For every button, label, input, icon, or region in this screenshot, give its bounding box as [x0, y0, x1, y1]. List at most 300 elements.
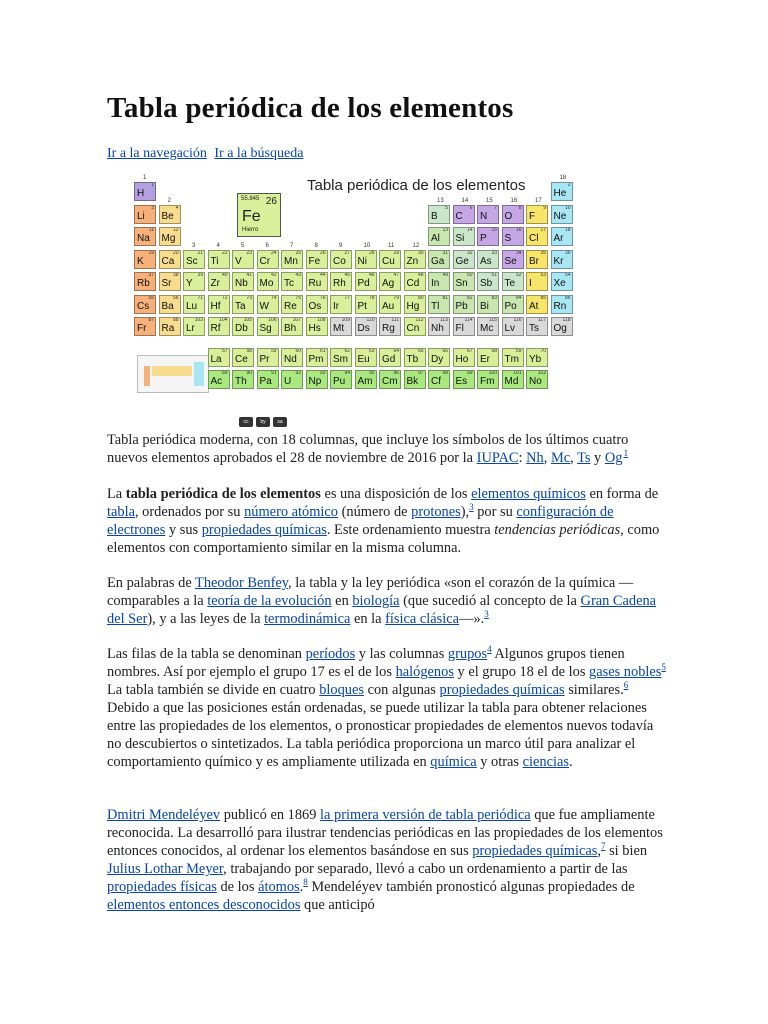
element-number: 37 — [148, 272, 154, 278]
element-cell-rg — [379, 317, 401, 336]
element-cell-nd — [281, 348, 303, 367]
element-cell-pr — [257, 348, 279, 367]
link-quimica[interactable]: química — [430, 754, 477, 770]
element-symbol: Tc — [284, 278, 294, 289]
element-cell-ca — [159, 250, 181, 269]
element-cell-ru — [306, 272, 328, 291]
element-symbol: He — [553, 188, 567, 199]
element-cell-si — [453, 227, 475, 246]
element-number: 79 — [393, 294, 399, 301]
element-number: 100 — [488, 370, 497, 376]
element-cell-no — [526, 370, 548, 389]
element-number: 86 — [564, 294, 571, 301]
link-fisica-clasica[interactable]: física clásica — [385, 611, 460, 627]
group-number-label: 15 — [486, 197, 493, 204]
element-cell-ce — [232, 348, 254, 367]
element-number: 76 — [319, 294, 326, 301]
element-symbol: Cn — [406, 323, 420, 334]
link-propiedades-quimicas[interactable]: propiedades químicas — [472, 843, 598, 859]
element-symbol: Sb — [480, 278, 493, 289]
element-number: 17 — [540, 227, 546, 233]
reference-link[interactable]: 1 — [623, 448, 629, 459]
element-symbol: In — [431, 278, 440, 289]
element-symbol: Nb — [235, 278, 248, 289]
group-number-label: 8 — [314, 242, 318, 249]
element-cell-hg — [404, 295, 426, 314]
element-cell-dy — [428, 348, 450, 367]
link-og[interactable]: Og — [604, 450, 623, 466]
element-cell-cm — [379, 370, 401, 389]
element-number: 90 — [246, 370, 252, 376]
link-mc[interactable]: Mc — [550, 450, 571, 466]
element-cell-ti — [208, 250, 230, 269]
element-number: 77 — [344, 294, 350, 301]
element-cell-ne — [551, 205, 573, 224]
key-symbol: Fe — [242, 208, 261, 225]
reference-link[interactable]: 3 — [469, 502, 474, 513]
element-number: 28 — [368, 249, 375, 256]
link-biologia[interactable]: biología — [352, 593, 400, 609]
element-number: 88 — [172, 317, 179, 323]
element-number: 65 — [417, 347, 424, 354]
element-number: 55 — [148, 294, 154, 301]
element-cell-am — [355, 370, 377, 389]
element-symbol: Og — [553, 323, 567, 334]
element-cell-sb — [477, 272, 499, 291]
element-symbol: Se — [504, 255, 517, 267]
element-cell-nb — [232, 272, 254, 291]
link-tabla[interactable]: tabla — [107, 504, 135, 520]
element-symbol: Gd — [382, 353, 396, 365]
element-number: 83 — [491, 294, 497, 301]
element-number: 53 — [540, 272, 546, 278]
skip-to-search-link[interactable]: Ir a la búsqueda — [214, 146, 304, 161]
element-number: 97 — [417, 370, 424, 376]
element-symbol: Hs — [308, 323, 321, 334]
element-cell-al — [428, 227, 450, 246]
group-number-label: 1 — [143, 175, 147, 181]
element-number: 114 — [464, 317, 473, 323]
element-cell-cu — [379, 250, 401, 269]
element-number: 61 — [319, 347, 326, 354]
element-symbol: Mg — [161, 233, 176, 244]
link-teoria-evolucion[interactable]: teoría de la evolución — [207, 593, 332, 609]
element-cell-au — [379, 295, 401, 314]
element-symbol: Th — [235, 376, 247, 387]
element-symbol: Au — [382, 300, 395, 312]
group-number-label: 5 — [241, 242, 245, 249]
cc-sa-icon: sa — [273, 417, 287, 427]
element-number: 70 — [540, 347, 546, 354]
element-number: 60 — [295, 347, 301, 354]
element-symbol: Rh — [333, 278, 346, 289]
link-propiedades-quimicas[interactable]: propiedades químicas — [201, 522, 327, 538]
element-symbol: Hg — [406, 300, 420, 312]
element-symbol: Kr — [553, 255, 564, 267]
element-number: 58 — [246, 347, 252, 354]
link-elementos-quimicos[interactable]: elementos químicos — [471, 486, 586, 502]
element-number: 69 — [515, 347, 522, 354]
element-number: 56 — [172, 294, 179, 301]
element-key-box — [237, 193, 281, 237]
element-number: 9 — [543, 204, 546, 211]
element-cell-lu — [183, 295, 205, 314]
link-ciencias[interactable]: ciencias — [522, 754, 569, 770]
element-number: 62 — [344, 347, 350, 354]
element-number: 116 — [513, 317, 522, 323]
element-number: 108 — [317, 317, 326, 323]
element-number: 105 — [243, 317, 252, 323]
element-number: 30 — [417, 249, 424, 256]
element-cell-li — [134, 205, 156, 224]
element-number: 22 — [221, 249, 228, 256]
element-number: 89 — [221, 370, 228, 376]
reference-link[interactable]: 4 — [487, 644, 492, 655]
element-cell-gd — [379, 348, 401, 367]
element-cell-sm — [330, 348, 352, 367]
element-number: 46 — [368, 272, 375, 278]
element-number: 112 — [415, 317, 424, 323]
element-symbol: C — [455, 210, 463, 222]
element-number: 78 — [368, 294, 375, 301]
link-theodor-benfey[interactable]: Theodor Benfey — [195, 575, 289, 591]
element-number: 42 — [270, 272, 277, 278]
element-symbol: Os — [308, 300, 322, 312]
element-number: 64 — [393, 347, 399, 354]
element-cell-cn — [404, 317, 426, 336]
reference-link[interactable]: 3 — [484, 609, 489, 620]
element-cell-er — [477, 348, 499, 367]
element-symbol: Pm — [308, 353, 324, 365]
element-number: 14 — [466, 227, 473, 233]
element-symbol: Pr — [259, 353, 270, 365]
link-ts[interactable]: Ts — [577, 450, 591, 466]
element-cell-xe — [551, 272, 573, 291]
element-cell-ag — [379, 272, 401, 291]
element-symbol: Pd — [357, 278, 370, 289]
element-cell-ts — [526, 317, 548, 336]
element-symbol: Sc — [186, 255, 198, 267]
element-symbol: Fl — [455, 323, 464, 334]
link-dmitri-mendeleyev[interactable]: Dmitri Mendeléyev — [107, 807, 221, 823]
element-cell-md — [502, 370, 524, 389]
element-number: 49 — [442, 272, 448, 278]
element-symbol: Ga — [431, 255, 445, 267]
element-symbol: Ra — [161, 323, 175, 334]
element-symbol: Li — [137, 210, 145, 222]
element-cell-ac — [208, 370, 230, 389]
element-number: 68 — [491, 347, 497, 354]
element-number: 103 — [194, 317, 203, 323]
element-symbol: Hf — [210, 300, 221, 312]
periodic-table-image[interactable] — [117, 167, 577, 429]
element-symbol: Re — [284, 300, 297, 312]
element-cell-na — [134, 227, 156, 246]
element-cell-i — [526, 272, 548, 291]
element-symbol: Db — [235, 323, 248, 334]
page-title: Tabla periódica de los elementos — [107, 92, 514, 124]
element-number: 85 — [540, 294, 546, 301]
element-symbol: Fm — [480, 376, 495, 387]
element-cell-ds — [355, 317, 377, 336]
element-cell-fr — [134, 317, 156, 336]
element-number: 118 — [562, 317, 571, 323]
element-number: 115 — [489, 317, 497, 323]
element-symbol: P — [480, 233, 487, 244]
element-symbol: Ar — [553, 233, 564, 244]
element-symbol: Pu — [333, 376, 346, 387]
link-configuracion-electrones[interactable]: configuración de electrones — [107, 504, 614, 538]
element-number: 84 — [515, 294, 522, 301]
link-gran-cadena-del-ser[interactable]: Gran Cadena del Ser — [107, 593, 657, 627]
element-symbol: Np — [308, 376, 322, 387]
element-cell-zn — [404, 250, 426, 269]
element-symbol: Br — [529, 255, 539, 267]
element-number: 96 — [393, 370, 399, 376]
element-symbol: Cl — [529, 233, 539, 244]
element-number: 107 — [292, 317, 301, 323]
element-symbol: As — [480, 255, 492, 267]
element-number: 10 — [564, 204, 571, 211]
element-cell-th — [232, 370, 254, 389]
element-symbol: Rn — [553, 300, 567, 312]
element-number: 20 — [172, 249, 179, 256]
element-cell-kr — [551, 250, 573, 269]
element-cell-eu — [355, 348, 377, 367]
group-number-label: 16 — [510, 197, 518, 204]
key-element-name: Hierro — [242, 227, 259, 233]
element-number: 38 — [172, 272, 179, 278]
element-symbol: Lv — [504, 323, 516, 334]
cc-license-icon: cc — [239, 417, 253, 427]
element-symbol: Mc — [480, 323, 494, 334]
element-cell-lr — [183, 317, 205, 336]
link-propiedades-fisicas[interactable]: propiedades físicas — [107, 879, 217, 895]
element-number: 51 — [491, 272, 497, 278]
element-symbol: Zr — [210, 278, 220, 289]
element-cell-pt — [355, 295, 377, 314]
element-cell-mo — [257, 272, 279, 291]
element-cell-sr — [159, 272, 181, 291]
element-symbol: V — [235, 255, 242, 267]
link-periodos[interactable]: períodos — [305, 646, 356, 662]
element-symbol: O — [504, 210, 513, 222]
element-number: 43 — [295, 272, 301, 278]
element-cell-ta — [232, 295, 254, 314]
element-symbol: Co — [333, 255, 346, 267]
skip-to-navigation-link[interactable]: Ir a la navegación — [107, 146, 207, 161]
element-symbol: Ne — [553, 210, 567, 222]
link-primera-version-tabla[interactable]: la primera versión de tabla periódica — [320, 807, 531, 823]
cc-by-icon: by — [256, 417, 270, 427]
reference-link[interactable]: 8 — [303, 877, 308, 888]
element-cell-s — [502, 227, 524, 246]
element-number: 113 — [440, 317, 448, 323]
element-cell-cf — [428, 370, 450, 389]
element-number: 12 — [172, 227, 179, 233]
element-cell-ra — [159, 317, 181, 336]
element-number: 35 — [540, 249, 546, 256]
link-atomos[interactable]: átomos — [258, 879, 300, 895]
element-number: 44 — [319, 272, 326, 278]
element-number: 50 — [466, 272, 473, 278]
element-symbol: Tb — [406, 353, 419, 365]
link-bloques[interactable]: bloques — [319, 682, 364, 698]
element-cell-mc — [477, 317, 499, 336]
element-number: 40 — [221, 272, 228, 278]
element-symbol: Bh — [284, 323, 297, 334]
group-number-label: 4 — [216, 242, 220, 249]
element-number: 59 — [270, 347, 277, 354]
element-cell-se — [502, 250, 524, 269]
element-number: 104 — [219, 317, 228, 323]
element-symbol: Ts — [529, 323, 539, 334]
element-symbol: Si — [455, 233, 465, 244]
element-symbol: Ge — [455, 255, 469, 267]
element-symbol: Po — [504, 300, 517, 312]
element-number: 5 — [445, 204, 448, 211]
element-number: 4 — [175, 204, 179, 211]
element-symbol: Sr — [161, 278, 172, 289]
element-number: 81 — [442, 294, 448, 301]
group-number-label: 9 — [339, 242, 343, 249]
element-cell-tb — [404, 348, 426, 367]
element-cell-bi — [477, 295, 499, 314]
element-cell-u — [281, 370, 303, 389]
element-cell-mn — [281, 250, 303, 269]
element-cell-hs — [306, 317, 328, 336]
element-cell-ba — [159, 295, 181, 314]
element-number: 71 — [197, 294, 203, 301]
reference-link[interactable]: 7 — [600, 841, 606, 852]
element-symbol: I — [529, 278, 532, 289]
link-protones[interactable]: protones — [411, 504, 461, 520]
element-cell-h — [134, 182, 156, 201]
element-number: 25 — [295, 249, 301, 256]
link-termodinamica[interactable]: termodinámica — [264, 611, 351, 627]
element-cell-yb — [526, 348, 548, 367]
element-cell-cl — [526, 227, 548, 246]
link-gases-nobles[interactable]: gases nobles — [589, 664, 662, 680]
element-number: 1 — [151, 182, 154, 188]
element-symbol: N — [480, 210, 488, 222]
element-number: 99 — [466, 370, 473, 376]
element-number: 24 — [270, 249, 277, 256]
element-cell-pd — [355, 272, 377, 291]
element-cell-be — [159, 205, 181, 224]
element-cell-bh — [281, 317, 303, 336]
element-symbol: H — [137, 188, 145, 199]
element-cell-k — [134, 250, 156, 269]
element-symbol: Mt — [333, 323, 345, 334]
element-symbol: Ag — [382, 278, 395, 289]
link-halogenos[interactable]: halógenos — [395, 664, 454, 680]
link-propiedades-quimicas[interactable]: propiedades químicas — [439, 682, 565, 698]
element-number: 94 — [344, 370, 350, 376]
element-cell-te — [502, 272, 524, 291]
element-symbol: Fe — [308, 255, 321, 267]
element-symbol: Te — [504, 278, 516, 289]
element-number: 110 — [366, 317, 375, 323]
element-cell-ar — [551, 227, 573, 246]
element-number: 98 — [442, 370, 448, 376]
link-iupac[interactable]: IUPAC — [476, 450, 519, 466]
element-symbol: Ba — [161, 300, 174, 312]
element-symbol: Nh — [431, 323, 444, 334]
reference-link[interactable]: 5 — [661, 662, 666, 673]
element-number: 23 — [246, 249, 252, 256]
reference-link[interactable]: 6 — [623, 680, 629, 691]
element-symbol: Yb — [529, 353, 542, 365]
element-number: 82 — [466, 294, 473, 301]
element-cell-pm — [306, 348, 328, 367]
element-number: 87 — [148, 317, 154, 323]
element-number: 39 — [197, 272, 203, 278]
element-cell-zr — [208, 272, 230, 291]
element-cell-es — [453, 370, 475, 389]
element-cell-b — [428, 205, 450, 224]
element-cell-w — [257, 295, 279, 314]
element-cell-ho — [453, 348, 475, 367]
element-number: 57 — [221, 347, 228, 354]
element-symbol: Cs — [137, 300, 150, 312]
element-symbol: Tl — [431, 300, 440, 312]
element-cell-ni — [355, 250, 377, 269]
element-symbol: At — [529, 300, 539, 312]
element-symbol: S — [504, 233, 512, 244]
group-number-label: 3 — [192, 242, 196, 249]
element-cell-hf — [208, 295, 230, 314]
element-cell-cr — [257, 250, 279, 269]
element-number: 92 — [295, 370, 301, 376]
element-symbol: Nd — [284, 353, 297, 365]
link-grupos[interactable]: grupos — [447, 646, 488, 662]
link-numero-atomico[interactable]: número atómico — [244, 504, 339, 520]
element-symbol: Lr — [186, 323, 195, 334]
element-symbol: Bk — [406, 376, 419, 387]
element-symbol: Am — [357, 376, 373, 387]
element-cell-y — [183, 272, 205, 291]
element-symbol: Be — [161, 210, 174, 222]
element-cell-tm — [502, 348, 524, 367]
link-nh[interactable]: Nh — [526, 450, 544, 466]
element-cell-cd — [404, 272, 426, 291]
link-julius-lothar-meyer[interactable]: Julius Lothar Meyer — [107, 861, 224, 877]
group-number-label: 11 — [388, 242, 395, 249]
element-number: 13 — [442, 227, 448, 233]
element-cell-tc — [281, 272, 303, 291]
element-symbol: Sm — [333, 353, 348, 365]
element-cell-lv — [502, 317, 524, 336]
element-number: 34 — [515, 249, 522, 256]
element-number: 36 — [564, 249, 571, 256]
element-symbol: Cr — [259, 255, 271, 267]
element-number: 66 — [442, 347, 448, 354]
link-elementos-desconocidos[interactable]: elementos entonces desconocidos — [107, 897, 301, 913]
license-icons — [239, 417, 287, 427]
element-cell-p — [477, 227, 499, 246]
element-symbol: Al — [431, 233, 440, 244]
group-number-label: 6 — [265, 242, 269, 249]
element-cell-bk — [404, 370, 426, 389]
element-symbol: La — [210, 353, 222, 365]
element-symbol: Rf — [210, 323, 221, 334]
paragraph-intro: La tabla periódica de los elementos es una disposición de los elementos químicos en forma de tabla, ordenados por su número atómico (número de protones),$^3$ por su configuración de electrones y sus propiedades químicas. Este ordenamiento muestra tendencias periódicas, como elementos con comportamiento similar en la misma columna. — [107, 486, 660, 556]
element-number: 72 — [221, 294, 228, 301]
element-symbol: Cf — [431, 376, 441, 387]
element-cell-sn — [453, 272, 475, 291]
element-cell-po — [502, 295, 524, 314]
